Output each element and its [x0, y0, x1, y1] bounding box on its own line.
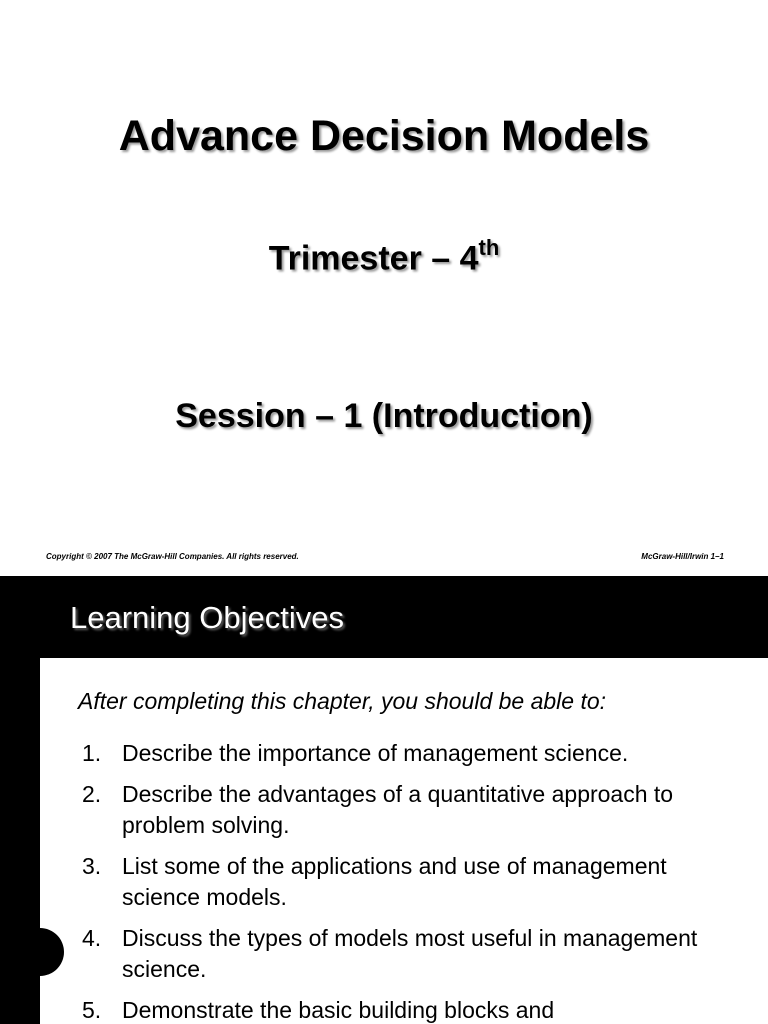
- objective-text: Describe the importance of management science.: [122, 740, 629, 766]
- objective-text: Demonstrate the basic building blocks and: [122, 997, 555, 1023]
- objectives-list: [82, 738, 722, 1024]
- objective-item: [82, 995, 722, 1024]
- slide-title: Advance Decision Models: [118, 112, 650, 160]
- subtitle-text: Trimester – 4: [268, 239, 479, 278]
- objective-number: 1.: [82, 740, 102, 766]
- objective-number: 2.: [82, 781, 102, 807]
- objective-text: Describe the advantages of a quantitative approach to problem solving.: [122, 781, 674, 838]
- objective-number: 4.: [82, 925, 102, 951]
- objective-item: [82, 738, 722, 769]
- objective-item: [82, 779, 722, 841]
- objectives-slide: [0, 576, 768, 1024]
- objective-text: List some of the applications and use of management science models.: [122, 853, 667, 910]
- objective-item: [82, 851, 722, 913]
- objective-number: 3.: [82, 853, 102, 879]
- objective-number: 5.: [82, 997, 102, 1023]
- objective-item: [82, 923, 722, 985]
- slide-subtitle: [0, 228, 768, 280]
- objectives-intro: After completing this chapter, you should be able to:: [78, 688, 607, 714]
- objectives-heading: Learning Objectives: [70, 600, 344, 635]
- page-reference: McGraw-Hill/Irwin 1–1: [641, 552, 724, 561]
- objectives-body: [40, 658, 768, 1024]
- session-heading: Session – 1 (Introduction): [175, 397, 593, 435]
- copyright-notice: Copyright © 2007 The McGraw-Hill Companies. All rights reserved.: [46, 552, 299, 561]
- objective-text: Discuss the types of models most useful in management science.: [122, 925, 698, 982]
- subtitle-superscript: th: [478, 235, 500, 260]
- decorative-circle: [16, 928, 64, 976]
